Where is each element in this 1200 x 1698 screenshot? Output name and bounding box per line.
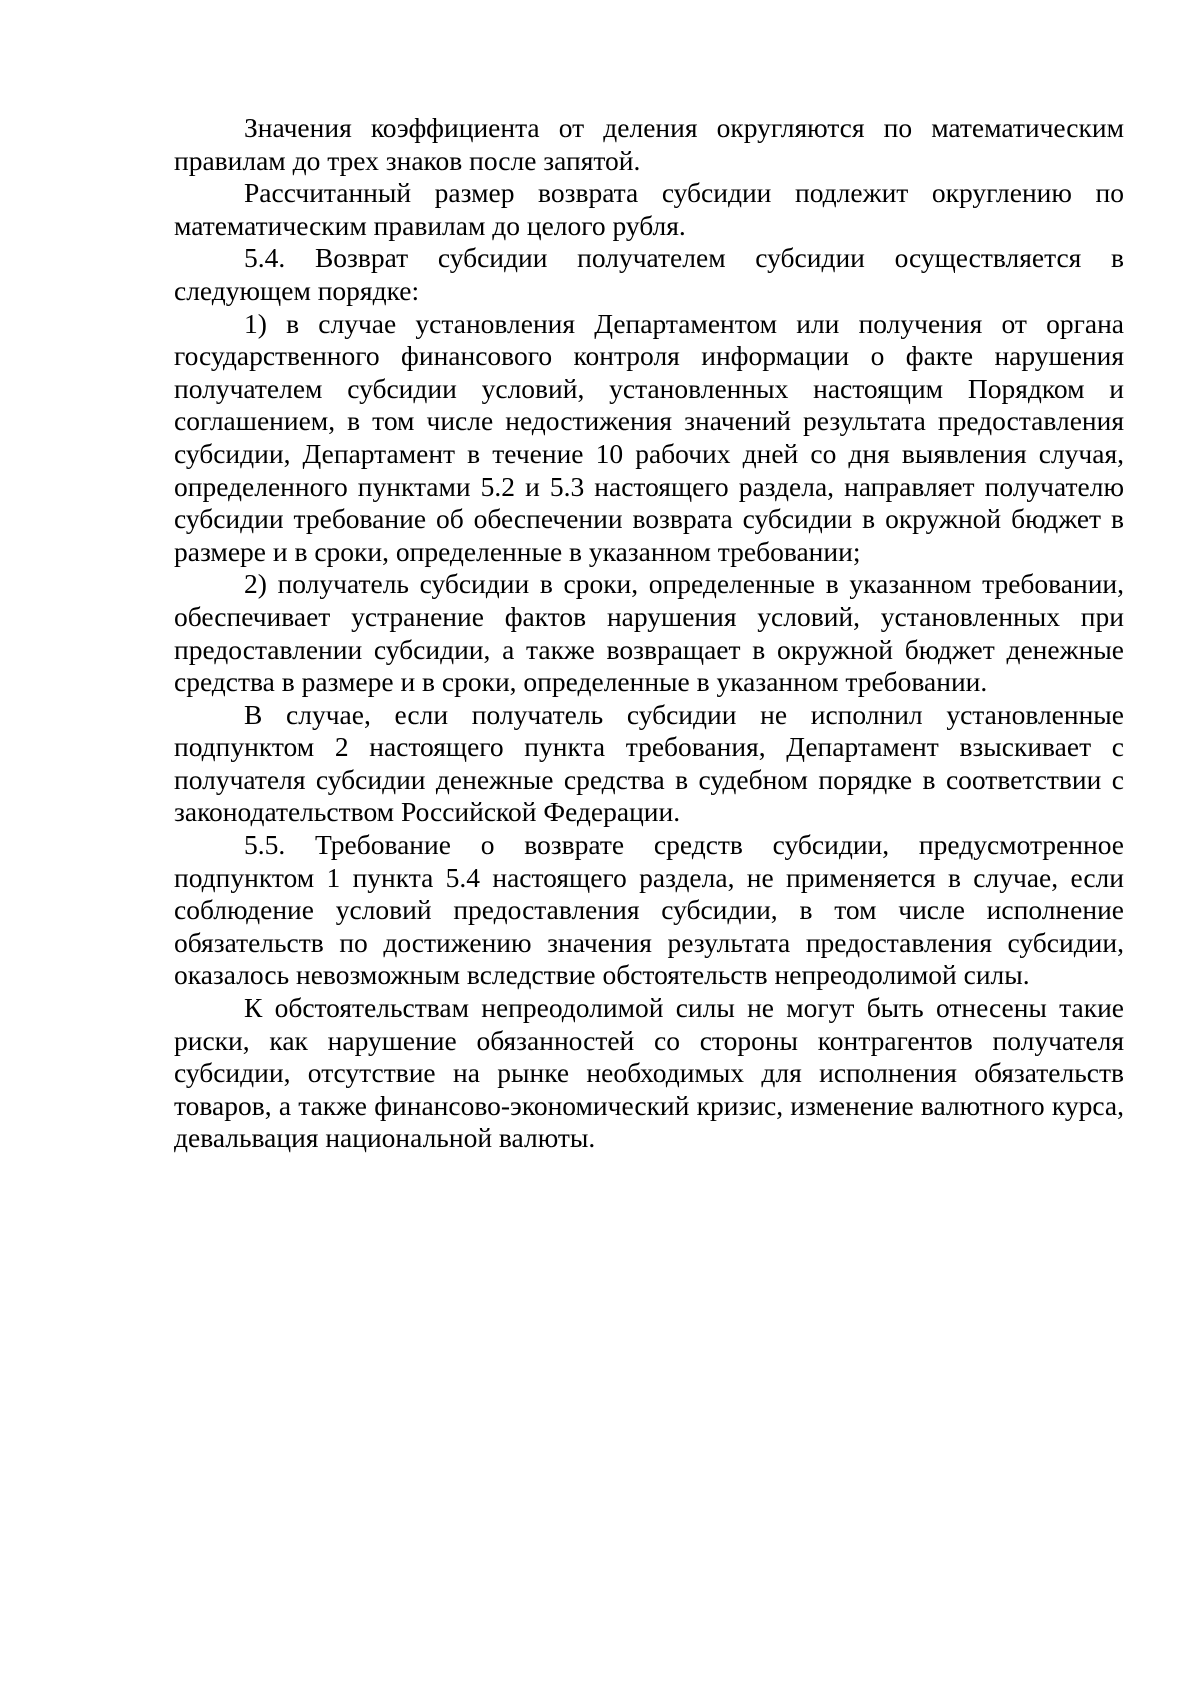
paragraph-force-majeure: К обстоятельствам непреодолимой силы не могут быть отнесены такие риски, как нарушение обязанностей со стороны контрагентов получателя субсидии, отсутствие на рынке необходимых для исполнения обязательств товаров, а также финансово-экономический кризис, изменение валютного курса, девальвация национальной валюты. [174, 992, 1124, 1154]
paragraph-item-1: 1) в случае установления Департаментом или получения от органа государственного финансового контроля информации о факте нарушения получателем субсидии условий, установленных настоящим Порядком и соглашением, в том числе недостижения значений результата предоставления субсидии, Департамент в течение 10 рабочих дней со дня выявления случая, определенного пунктами 5.2 и 5.3 настоящего раздела, направляет получателю субсидии требование об обеспечении возврата субсидии в окружной бюджет в размере и в сроки, определенные в указанном требовании; [174, 307, 1124, 567]
paragraph-section-5-4: 5.4. Возврат субсидии получателем субсидии осуществляется в следующем порядке: [174, 242, 1124, 306]
paragraph-section-5-5: 5.5. Требование о возврате средств субсидии, предусмотренное подпунктом 1 пункта 5.4 настоящего раздела, не применяется в случае, если соблюдение условий предоставления субсидии, в том числе исполнение обязательств по достижению значения результата предоставления субсидии, оказалось невозможным вследствие обстоятельств непреодолимой силы. [174, 829, 1124, 991]
paragraph-coefficient-rounding: Значения коэффициента от деления округляются по математическим правилам до трех знаков после запятой. [174, 112, 1124, 176]
paragraph-item-2: 2) получатель субсидии в сроки, определенные в указанном требовании, обеспечивает устранение фактов нарушения условий, установленных при предоставлении субсидии, а также возвращает в окружной бюджет денежные средства в размере и в сроки, определенные в указанном требовании. [174, 568, 1124, 698]
paragraph-enforcement: В случае, если получатель субсидии не исполнил установленные подпунктом 2 настоящего пункта требования, Департамент взыскивает с получателя субсидии денежные средства в судебном порядке в соответствии с законодательством Российской Федерации. [174, 698, 1124, 828]
document-body [174, 112, 1124, 1155]
paragraph-refund-rounding: Рассчитанный размер возврата субсидии подлежит округлению по математическим правилам до целого рубля. [174, 177, 1124, 241]
